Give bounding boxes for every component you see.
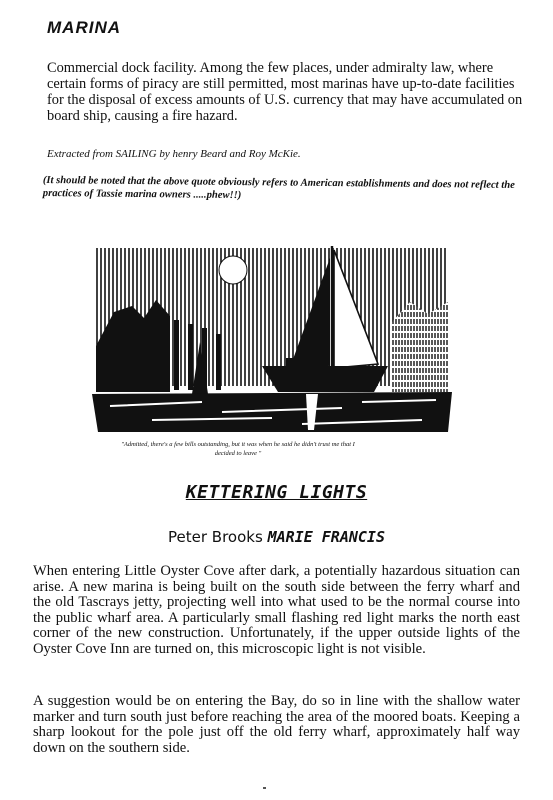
kettering-title: KETTERING LIGHTS [185,482,368,503]
moon [219,256,247,284]
author-name-2: MARIE FRANCIS [267,528,385,546]
marina-editor-note: (It should be noted that the above quote obviously refers to American establishments and does not reflect the practices of Tassie marina owners .....phew!!) [42,174,515,202]
illustration-caption: "Admitted, there's a few bills outstanding, but it was when he said he didn't trust me that I decided to leave " [121,441,355,457]
pier-post [216,334,221,390]
right-vegetation [392,302,448,392]
marina-illustration [92,242,452,434]
cabin [286,358,328,368]
boat-hull [262,366,388,392]
marina-source-credit: Extracted from SAILING by henry Beard and Roy McKie. [47,148,301,160]
water [92,392,452,432]
article-paragraph-1: When entering Little Oyster Cove after dark, a potentially hazardous situation can arise. A new marina is being built on the south side between the ferry wharf and the old Tascrays jetty, projecting well into what used to be the normal course into the public wharf area. A particularly small flashing red light marks the north east corner of the new construction. Unfortunately, if the upper outside lights of the Oyster Cove Inn are turned on, this microscopic light is not visible. [33,563,520,657]
page-mark [263,787,266,789]
marina-title: MARINA [47,18,121,37]
author-name: Peter Brooks [168,528,263,546]
article-paragraph-2: A suggestion would be on entering the Bay, do so in line with the shallow water marker and turn south just before reaching the area of the moored boats. Keeping a sharp lookout for the pole just off the old ferry wharf, approximately half way down on the southern side. [33,693,520,756]
byline [0,528,553,546]
marina-definition: Commercial dock facility. Among the few places, under admiralty law, where certain forms of piracy are still permitted, most marinas have up-to-date facilities for the disposal of excess amounts of U.S. currency that may have accumulated on board ship, causing a fire hazard. [47,60,523,124]
pier-post [188,324,193,390]
pier-post [174,320,179,390]
